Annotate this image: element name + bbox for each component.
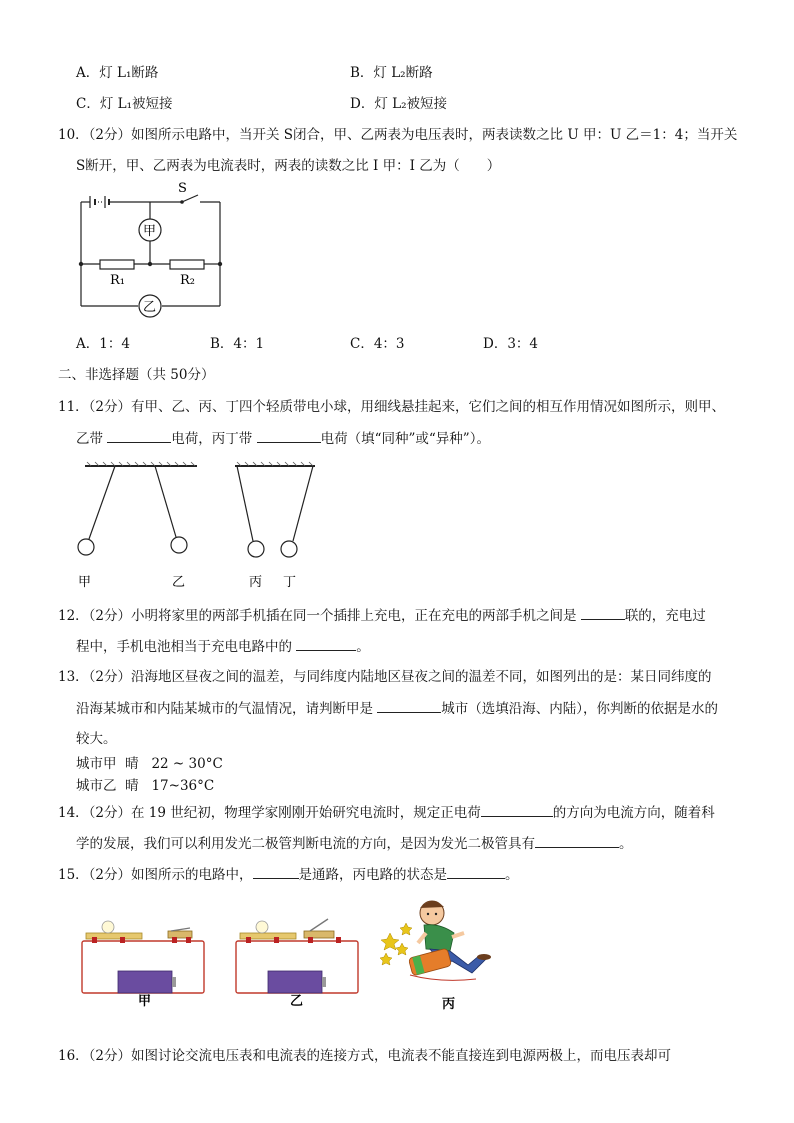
q10-option-d: D．3：4: [483, 336, 539, 352]
meter-jia-label: 甲: [143, 224, 157, 239]
fig-label-yi: 乙: [290, 994, 304, 1009]
q14-text-line2: 学的发展，我们可以利用发光二极管判断电流的方向，是因为发光二极管具有 。: [76, 836, 633, 852]
q9-option-b: B．灯 L₂断路: [350, 65, 433, 81]
q15-circuit-yi: [232, 915, 362, 1007]
q10-text-line1: 10．（2分）如图所示电路中，当开关 S闭合，甲、乙两表为电压表时，两表读数之比 U 甲：U 乙＝1：4；当开关: [58, 127, 738, 143]
section-heading: 二、非选择题（共 50分）: [58, 367, 215, 383]
q14-text-line1: 14．（2分）在 19 世纪初，物理学家刚刚开始研究电流时，规定正电荷 的方向为电流方向，随着科: [58, 805, 715, 821]
fig-label-jia: 甲: [138, 994, 152, 1009]
q13-text-line1: 13．（2分）沿海地区昼夜之间的温差，与同纬度内陆地区昼夜之间的温差不同，如图列出的是：某日同纬度的: [58, 669, 712, 685]
q9-option-a: A．灯 L₁断路: [76, 65, 159, 81]
answer-blank: [481, 803, 553, 817]
q15-illustration-bing: [380, 893, 510, 1013]
q11-pendulum-figure: [75, 460, 325, 595]
q10-option-c: C．4：3: [350, 336, 405, 352]
q13-city-jia: 城市甲 晴 22 ~ 30°C: [76, 756, 223, 772]
answer-blank: [257, 429, 321, 443]
answer-blank: [296, 637, 356, 651]
q12-text-line1: 12．（2分）小明将家里的两部手机插在同一个插排上充电，正在充电的两部手机之间是 联的，充电过: [58, 608, 706, 624]
answer-blank: [253, 865, 299, 879]
answer-blank: [377, 699, 441, 713]
q12-text-line2: 程中，手机电池相当于充电电路中的 。: [76, 639, 370, 655]
q13-text-line3: 较大。: [76, 731, 117, 747]
resistor-r1-label: R₁: [110, 273, 125, 288]
answer-blank: [447, 865, 505, 879]
q10-option-b: B．4：1: [210, 336, 265, 352]
q13-text-line2: 沿海某城市和内陆某城市的气温情况，请判断甲是 城市（选填沿海、内陆），你判断的依据是水的: [76, 701, 719, 717]
q10-circuit-diagram: [70, 180, 240, 330]
ball-label-yi: 乙: [172, 575, 186, 590]
q13-city-yi: 城市乙 晴 17~36°C: [76, 778, 215, 794]
answer-blank: [581, 606, 625, 620]
q10-option-a: A．1：4: [76, 336, 130, 352]
resistor-r2-label: R₂: [180, 273, 195, 288]
fig-label-bing: 丙: [442, 997, 456, 1012]
q9-option-c: C．灯 L₁被短接: [76, 96, 173, 112]
q15-text-line1: 15．（2分）如图所示的电路中， 是通路，丙电路的状态是 。: [58, 867, 519, 883]
meter-yi-label: 乙: [143, 300, 157, 315]
ball-label-ding: 丁: [283, 575, 297, 590]
ball-label-bing: 丙: [249, 575, 263, 590]
switch-label: S: [178, 181, 187, 196]
q11-text-line2: 乙带 电荷，丙丁带 电荷（填“同种”或“异种”）。: [76, 431, 490, 447]
q15-circuit-jia: [78, 915, 208, 1007]
q10-text-line2: S断开，甲、乙两表为电流表时，两表的读数之比 I 甲：I 乙为（ ）: [76, 158, 501, 174]
q9-option-d: D．灯 L₂被短接: [350, 96, 447, 112]
q16-text-line1: 16．（2分）如图讨论交流电压表和电流表的连接方式，电流表不能直接连到电源两极上，而电压表却可: [58, 1048, 672, 1064]
ball-label-jia: 甲: [78, 575, 92, 590]
answer-blank: [107, 429, 171, 443]
q11-text-line1: 11．（2分）有甲、乙、丙、丁四个轻质带电小球，用细线悬挂起来，它们之间的相互作用情况如图所示，则甲、: [58, 399, 726, 415]
answer-blank: [535, 834, 619, 848]
